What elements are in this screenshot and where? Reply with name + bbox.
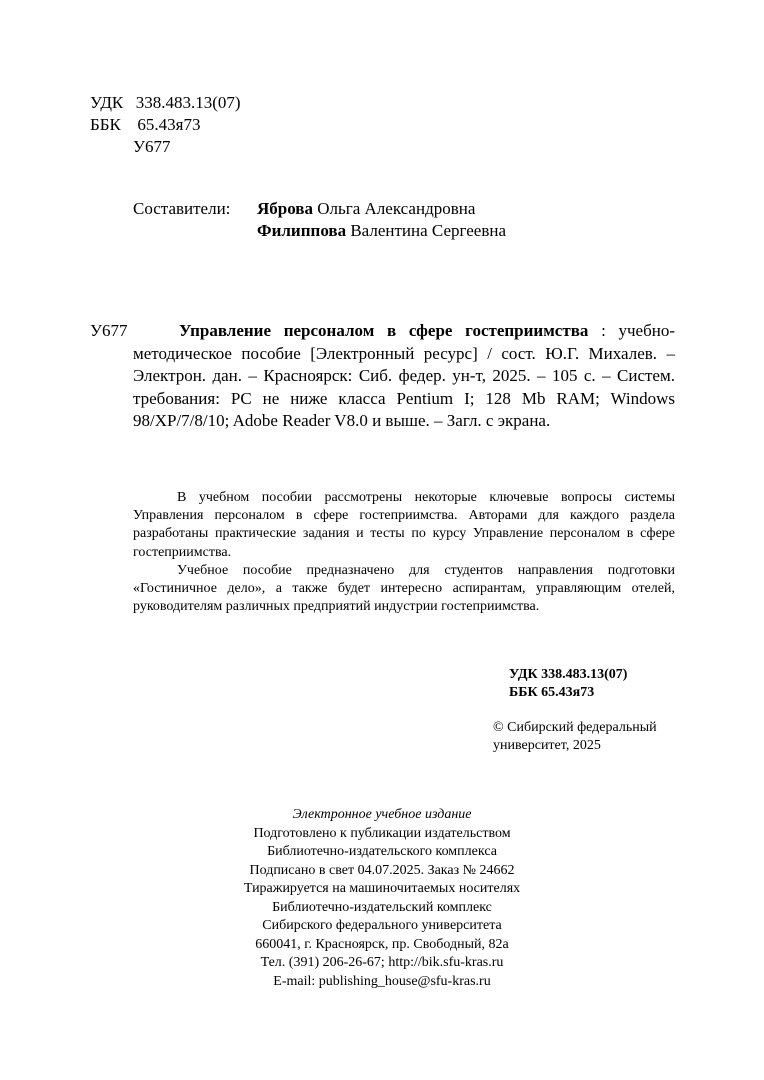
author-mark-top: У677 <box>133 137 171 156</box>
imprint-line: Библиотечно-издательский комплекс <box>272 899 492 915</box>
author-mark-record: У677 <box>90 321 128 340</box>
udk-line <box>90 92 241 114</box>
copyright-line-1: © Сибирский федеральный <box>493 720 657 735</box>
annotation-paragraph-2: Учебное пособие предназначено для студентов направления подготовки «Гостиничное дело», а также будет интересно аспирантам, управляющим отелей, руководителям различных предприятий индустрии гостеприимства. <box>133 562 675 615</box>
edition-type: Электронное учебное издание <box>292 807 472 822</box>
record-title: Управление персоналом в сфере гостеприимства <box>179 321 589 340</box>
annotation-paragraph-1: В учебном пособии рассмотрены некоторые ключевые вопросы системы Управления персоналом в сфере гостеприимства. Авторами для каждого раздела разработаны практические задания и тесты по курсу Управление персоналом в сфере гостеприимства. <box>133 490 675 560</box>
bbk-line <box>90 114 200 136</box>
copyright-line-2: университет, 2025 <box>493 738 601 753</box>
compiler-2-surname: Филиппова <box>257 221 347 240</box>
compiler-1-surname: Яброва <box>257 199 313 218</box>
imprint <box>182 806 582 991</box>
bbk-label: ББК <box>90 115 121 134</box>
udk-value: 338.483.13(07) <box>135 93 241 112</box>
bbk-repeat: ББК 65.43я73 <box>509 685 595 700</box>
imprint-line: 660041, г. Красноярск, пр. Свободный, 82а <box>255 936 509 952</box>
imprint-line: Подписано в свет 04.07.2025. Заказ № 24662 <box>249 862 515 878</box>
imprint-line: Сибирского федерального университета <box>262 918 502 933</box>
imprint-line: Тиражируется на машиночитаемых носителях <box>243 881 521 896</box>
imprint-email: E-mail: publishing_house@sfu-kras.ru <box>273 973 491 989</box>
imprint-line: Тел. (391) 206-26-67; http://bik.sfu-kras.ru <box>260 955 504 970</box>
annotation <box>133 489 675 616</box>
imprint-line: Подготовлено к публикации издательством <box>253 825 511 841</box>
bibliographic-record <box>133 320 675 433</box>
udk-label: УДК <box>90 93 124 112</box>
compiler-1-name: Ольга Александровна <box>317 199 476 218</box>
compiler-2 <box>257 220 506 242</box>
compilers-label: Составители: <box>133 199 231 218</box>
udk-repeat: УДК 338.483.13(07) <box>509 667 628 682</box>
bbk-value: 65.43я73 <box>137 115 201 134</box>
record-description: : учебно-методическое пособие [Электронный ресурс] / сост. Ю.Г. Михалев. – Электрон. дан. – Красноярск: Сиб. федер. ун-т, 2025. – 105 с. – Систем. требования: PC не ниже класса Pentium I; 128 Mb RAM; Windows 98/XP/7/8/10; Adobe Reader V8.0 и выше. – Загл. с экрана. <box>133 321 675 430</box>
compiler-1 <box>257 198 475 220</box>
compiler-2-name: Валентина Сергеевна <box>350 221 507 240</box>
imprint-line: Библиотечно-издательского комплекса <box>267 844 497 859</box>
